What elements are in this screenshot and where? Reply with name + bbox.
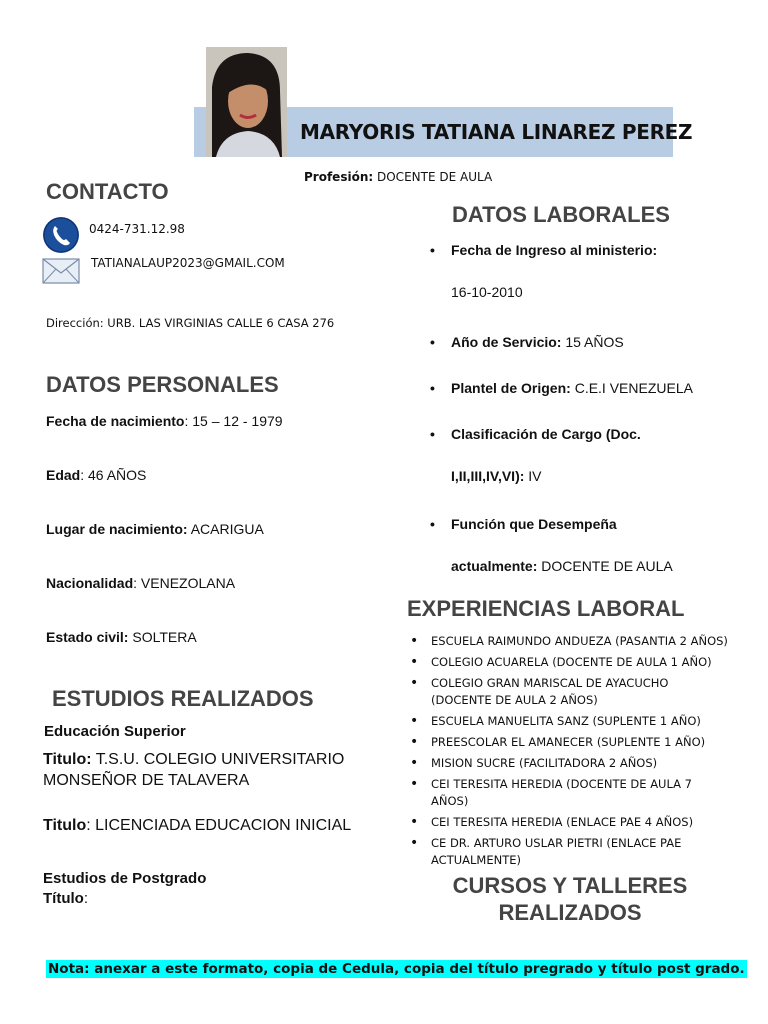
field-label: Fecha de nacimiento <box>46 413 185 429</box>
profession-label: Profesión: <box>304 170 374 184</box>
field-label: Estado civil: <box>46 629 129 645</box>
labor-item-plantel: • Plantel de Origen: C.E.I VENEZUELA <box>426 380 746 426</box>
labor-value: 15 AÑOS <box>565 334 624 350</box>
address-label: Dirección: <box>46 316 104 330</box>
degree-value: : <box>83 890 88 907</box>
experience-item: • CE DR. ARTURO USLAR PIETRI (ENLACE PAE ACTUALMENTE) <box>406 835 731 869</box>
profile-photo <box>206 47 287 157</box>
profession-value: DOCENTE DE AULA <box>377 170 493 184</box>
experience-item: • CEI TERESITA HEREDIA (ENLACE PAE 4 AÑOS) <box>406 814 731 831</box>
experience-item: • COLEGIO GRAN MARISCAL DE AYACUCHO (DOCENTE DE AULA 2 AÑOS) <box>406 675 731 709</box>
field-value: VENEZOLANA <box>140 575 236 591</box>
labor-item-servicio: • Año de Servicio: 15 AÑOS <box>426 334 746 380</box>
experience-item: • MISION SUCRE (FACILITADORA 2 AÑOS) <box>406 755 731 772</box>
experience-item: • CEI TERESITA HEREDIA (DOCENTE DE AULA 7 AÑOS) <box>406 776 731 810</box>
labor-data-list <box>426 242 746 574</box>
degree-value-cont: MONSEÑOR DE TALAVERA <box>43 772 250 789</box>
field-label: Edad <box>46 467 81 483</box>
labor-value: C.E.I VENEZUELA <box>574 380 693 396</box>
experience-item: • PREESCOLAR EL AMANECER (SUPLENTE 1 AÑO) <box>406 734 731 751</box>
labor-value: DOCENTE DE AULA <box>541 558 673 574</box>
field-value: 46 AÑOS <box>88 467 147 483</box>
courses-heading-line2: REALIZADOS <box>498 900 642 925</box>
personal-data-heading: DATOS PERSONALES <box>46 372 279 397</box>
phone-icon <box>43 217 79 253</box>
portrait-image <box>206 47 287 157</box>
experience-list <box>406 633 731 873</box>
courses-heading-line1: CURSOS Y TALLERES <box>452 873 688 898</box>
labor-data-heading: DATOS LABORALES <box>452 202 670 227</box>
labor-value: IV <box>528 468 542 484</box>
degree-value: T.S.U. COLEGIO UNIVERSITARIO <box>95 751 345 768</box>
field-age: Edad: 46 AÑOS <box>46 467 147 483</box>
degree-tsu <box>43 749 344 791</box>
degree-label: Titulo <box>43 817 87 834</box>
experience-item: • ESCUELA MANUELITA SANZ (SUPLENTE 1 AÑO) <box>406 713 731 730</box>
field-birthdate: Fecha de nacimiento: 15 – 12 - 1979 <box>46 413 283 429</box>
postgrad-label: Estudios de Postgrado <box>43 870 207 887</box>
studies-heading: ESTUDIOS REALIZADOS <box>52 686 314 711</box>
full-name: MARYORIS TATIANA LINAREZ PEREZ <box>300 120 693 144</box>
envelope-icon <box>42 258 80 284</box>
experience-item: • ESCUELA RAIMUNDO ANDUEZA (PASANTIA 2 AÑOS) <box>406 633 731 650</box>
footer-note: Nota: anexar a este formato, copia de Cedula, copia del título pregrado y título post grado. <box>48 961 745 977</box>
field-nationality: Nacionalidad: VENEZOLANA <box>46 575 236 591</box>
field-value: ACARIGUA <box>190 521 264 537</box>
field-label: Nacionalidad <box>46 575 134 591</box>
field-value: 15 – 12 - 1979 <box>192 413 283 429</box>
postgrad-degree <box>43 890 88 907</box>
degree-label: Título <box>43 890 84 907</box>
degree-label: Titulo: <box>43 751 92 768</box>
labor-value: 16-10-2010 <box>451 284 523 300</box>
experience-heading: EXPERIENCIAS LABORAL <box>407 596 685 621</box>
experience-item: • COLEGIO ACUARELA (DOCENTE DE AULA 1 AÑO) <box>406 654 731 671</box>
profession-line <box>304 170 492 184</box>
labor-item-funcion: • Función que Desempeña actualmente: DOCENTE DE AULA <box>426 516 746 574</box>
phone-number: 0424-731.12.98 <box>89 222 185 236</box>
address-line <box>46 316 334 330</box>
labor-item-ingreso: • Fecha de Ingreso al ministerio: 16-10-2010 <box>426 242 746 334</box>
contact-heading: CONTACTO <box>46 179 169 204</box>
field-value: SOLTERA <box>132 629 197 645</box>
labor-item-clasificacion: • Clasificación de Cargo (Doc. I,II,III,IV,VI): IV <box>426 426 746 516</box>
field-label: Lugar de nacimiento: <box>46 521 188 537</box>
degree-licenciada <box>43 817 351 835</box>
degree-value: : LICENCIADA EDUCACION INICIAL <box>86 817 352 834</box>
address-value: URB. LAS VIRGINIAS CALLE 6 CASA 276 <box>107 316 335 330</box>
field-birthplace <box>46 521 264 537</box>
field-marital-status <box>46 629 197 645</box>
email-address: TATIANALAUP2023@GMAIL.COM <box>91 256 285 270</box>
higher-education-label: Educación Superior <box>44 723 186 740</box>
courses-heading <box>410 872 730 926</box>
